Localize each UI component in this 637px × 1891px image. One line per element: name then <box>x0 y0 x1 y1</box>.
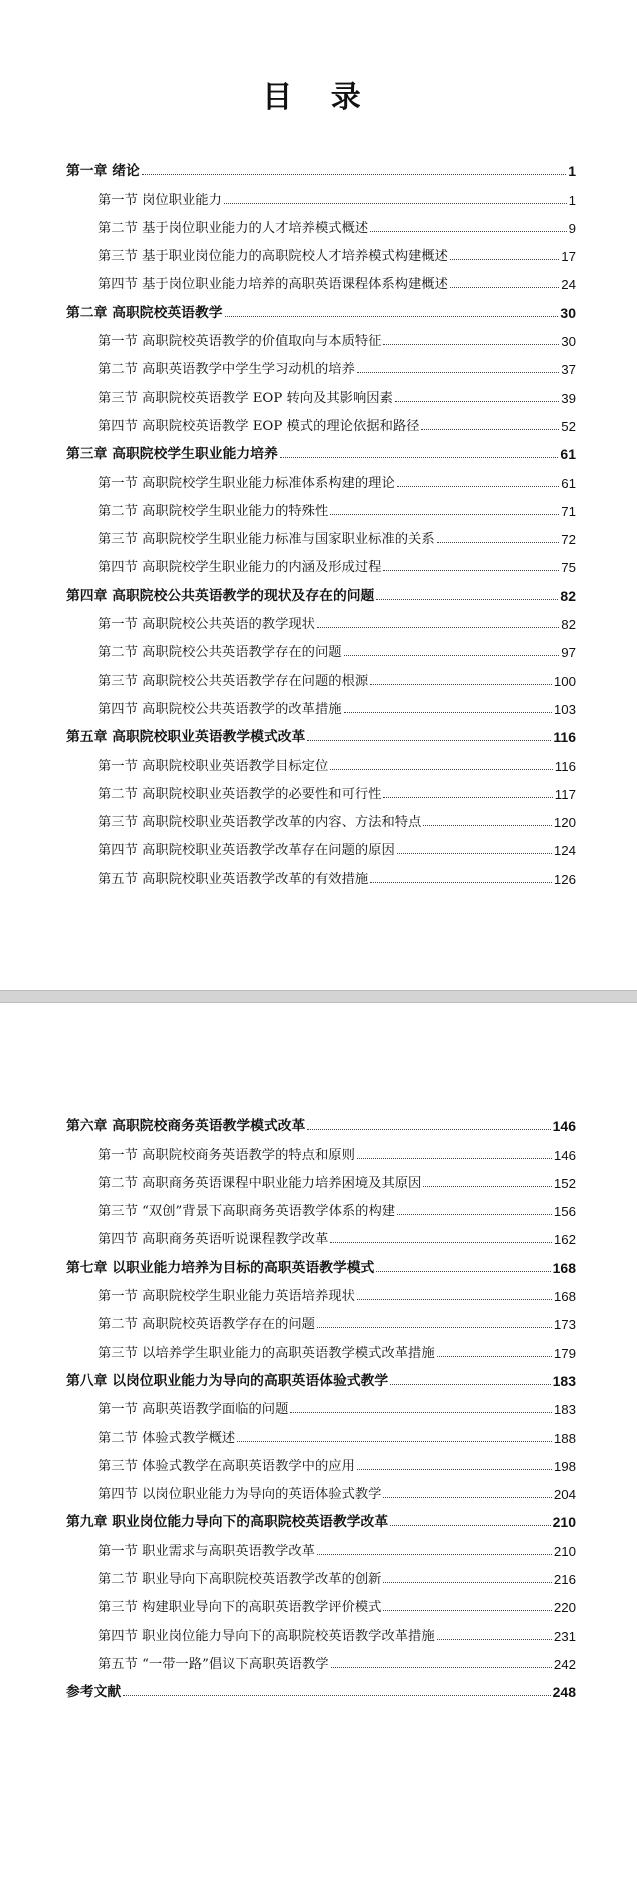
dot-leader <box>317 1327 552 1328</box>
page-number: 168 <box>552 1259 576 1276</box>
page-number: 61 <box>560 446 576 463</box>
entry-title: 第一节 高职院校学生职业能力标准体系构建的理论 <box>98 475 395 491</box>
page-number: 1 <box>568 192 576 208</box>
entry-title: 第四节 高职院校职业英语教学改革存在问题的原因 <box>98 843 395 859</box>
toc-section-entry[interactable] <box>66 1389 576 1417</box>
page-number: 231 <box>553 1628 576 1644</box>
page-number: 188 <box>553 1430 576 1446</box>
dot-leader <box>224 203 567 204</box>
entry-title: 第四章 高职院校公共英语教学的现状及存在的问题 <box>66 587 375 604</box>
dot-leader <box>357 1299 552 1300</box>
toc-section-entry[interactable] <box>66 208 576 236</box>
entry-title: 第二章 高职院校英语教学 <box>66 304 223 321</box>
page-number: 82 <box>560 587 576 604</box>
toc-section-entry[interactable] <box>66 1644 576 1672</box>
entry-title: 第二节 体验式教学概述 <box>98 1430 236 1446</box>
toc-chapter-entry[interactable] <box>66 1247 576 1275</box>
dot-leader <box>142 174 566 175</box>
toc-section-entry[interactable] <box>66 660 576 688</box>
entry-title: 第八章 以岗位职业能力为导向的高职英语体验式教学 <box>66 1372 389 1389</box>
page-number: 61 <box>561 475 576 491</box>
toc-chapter-entry[interactable] <box>66 717 576 745</box>
page-number: 75 <box>561 560 576 576</box>
page-number: 72 <box>561 532 576 548</box>
toc-section-entry[interactable] <box>66 1587 576 1615</box>
page-number: 117 <box>554 786 576 802</box>
dot-leader <box>357 1158 552 1159</box>
dot-leader <box>423 1186 551 1187</box>
page-number: 71 <box>561 503 576 519</box>
page-number: 179 <box>553 1345 576 1361</box>
toc-section-entry[interactable] <box>66 858 576 886</box>
entry-title: 第四节 基于岗位职业能力培养的高职英语课程体系构建概述 <box>98 277 448 293</box>
dot-leader <box>307 740 551 741</box>
toc-section-entry[interactable] <box>66 1417 576 1445</box>
page-number: 216 <box>553 1572 576 1588</box>
entry-title: 第四节 以岗位职业能力为导向的英语体验式教学 <box>98 1487 382 1503</box>
dot-leader <box>421 429 559 430</box>
page-number: 82 <box>561 617 576 633</box>
toc-chapter-entry[interactable] <box>66 575 576 603</box>
page-separator <box>0 990 637 1003</box>
page-number: 39 <box>561 390 576 406</box>
dot-leader <box>344 655 560 656</box>
toc-chapter-entry[interactable] <box>66 292 576 320</box>
toc-section-entry[interactable] <box>66 1276 576 1304</box>
page-number: 116 <box>554 758 576 774</box>
entry-title: 第七章 以职业能力培养为目标的高职英语教学模式 <box>66 1259 375 1276</box>
toc-section-entry[interactable] <box>66 236 576 264</box>
page-number: 126 <box>553 871 576 887</box>
dot-leader <box>437 1639 552 1640</box>
page-number: 220 <box>553 1600 576 1616</box>
entry-title: 第三节 高职院校英语教学 EOP 转向及其影响因素 <box>98 390 393 406</box>
dot-leader <box>383 570 559 571</box>
toc-section-entry[interactable] <box>66 179 576 207</box>
entry-title: 第三节 “双创”背景下高职商务英语教学体系的构建 <box>98 1204 396 1220</box>
dot-leader <box>383 1610 551 1611</box>
dot-leader <box>357 372 559 373</box>
toc-section-entry[interactable] <box>66 1219 576 1247</box>
entry-title: 第五章 高职院校职业英语教学模式改革 <box>66 729 306 746</box>
toc-section-entry[interactable] <box>66 774 576 802</box>
page-number: 248 <box>552 1684 576 1701</box>
entry-title: 第三节 基于职业岗位能力的高职院校人才培养模式构建概述 <box>98 249 448 265</box>
page-number: 198 <box>553 1458 576 1474</box>
entry-title: 第二节 高职商务英语课程中职业能力培养困境及其原因 <box>98 1175 422 1191</box>
dot-leader <box>383 1497 551 1498</box>
entry-title: 第四节 高职院校学生职业能力的内涵及形成过程 <box>98 560 382 576</box>
page-number: 146 <box>552 1118 576 1135</box>
dot-leader <box>397 853 552 854</box>
dot-leader <box>397 1214 552 1215</box>
entry-title: 第一章 绪论 <box>66 163 140 180</box>
page-number: 1 <box>568 163 576 180</box>
toc-section-entry[interactable] <box>66 406 576 434</box>
dot-leader <box>383 1582 551 1583</box>
dot-leader <box>123 1695 550 1696</box>
toc-section-entry[interactable] <box>66 1446 576 1474</box>
toc-chapter-entry[interactable] <box>66 1106 576 1134</box>
page-number: 210 <box>552 1514 576 1531</box>
toc-section-entry[interactable] <box>66 1474 576 1502</box>
dot-leader <box>280 457 559 458</box>
dot-leader <box>450 259 559 260</box>
dot-leader <box>383 797 552 798</box>
page-number: 152 <box>553 1175 576 1191</box>
toc-page-2 <box>0 1003 637 1891</box>
page-number: 173 <box>553 1317 576 1333</box>
toc-chapter-entry[interactable] <box>66 1502 576 1530</box>
toc-section-entry[interactable] <box>66 830 576 858</box>
toc-section-entry[interactable] <box>66 1191 576 1219</box>
dot-leader <box>390 1525 551 1526</box>
entry-title: 第二节 高职英语教学中学生学习动机的培养 <box>98 362 355 378</box>
page-number: 210 <box>553 1543 576 1559</box>
page-number: 9 <box>568 220 576 236</box>
toc-section-entry[interactable] <box>66 349 576 377</box>
page-number: 168 <box>553 1289 576 1305</box>
entry-title: 第一节 高职院校公共英语的教学现状 <box>98 617 315 633</box>
dot-leader <box>376 599 558 600</box>
page-number: 24 <box>561 277 576 293</box>
toc-list <box>66 151 576 887</box>
dot-leader <box>357 1469 552 1470</box>
entry-title: 第三节 高职院校学生职业能力标准与国家职业标准的关系 <box>98 532 435 548</box>
entry-title: 第一节 高职院校英语教学的价值取向与本质特征 <box>98 334 382 350</box>
entry-title: 第三章 高职院校学生职业能力培养 <box>66 446 278 463</box>
entry-title: 第二节 基于岗位职业能力的人才培养模式概述 <box>98 220 369 236</box>
page-number: 30 <box>560 304 576 321</box>
page-number: 146 <box>553 1147 576 1163</box>
dot-leader <box>450 287 559 288</box>
dot-leader <box>225 316 559 317</box>
page-number: 156 <box>553 1204 576 1220</box>
toc-chapter-entry[interactable] <box>66 1361 576 1389</box>
entry-title: 第四节 职业岗位能力导向下的高职院校英语教学改革措施 <box>98 1628 435 1644</box>
dot-leader <box>344 712 552 713</box>
entry-title: 参考文献 <box>66 1684 122 1701</box>
dot-leader <box>390 1384 551 1385</box>
entry-title: 第五节 高职院校职业英语教学改革的有效措施 <box>98 871 369 887</box>
dot-leader <box>330 769 553 770</box>
entry-title: 第四节 高职院校公共英语教学的改革措施 <box>98 701 342 717</box>
toc-section-entry[interactable] <box>66 519 576 547</box>
dot-leader <box>370 231 566 232</box>
toc-section-entry[interactable] <box>66 632 576 660</box>
dot-leader <box>307 1129 550 1130</box>
page-number: 103 <box>553 701 576 717</box>
toc-chapter-entry[interactable] <box>66 1672 576 1700</box>
dot-leader <box>237 1441 552 1442</box>
entry-title: 第六章 高职院校商务英语教学模式改革 <box>66 1118 306 1135</box>
toc-section-entry[interactable] <box>66 1163 576 1191</box>
entry-title: 第四节 高职商务英语听说课程教学改革 <box>98 1232 329 1248</box>
toc-section-entry[interactable] <box>66 264 576 292</box>
page-title: 目 录 <box>262 80 375 115</box>
dot-leader <box>437 1356 552 1357</box>
dot-leader <box>370 684 552 685</box>
page-number: 162 <box>553 1232 576 1248</box>
entry-title: 第一节 高职英语教学面临的问题 <box>98 1402 289 1418</box>
toc-section-entry[interactable] <box>66 1615 576 1643</box>
page-number: 124 <box>553 843 576 859</box>
dot-leader <box>330 514 559 515</box>
toc-section-entry[interactable] <box>66 604 576 632</box>
entry-title: 第一节 高职院校职业英语教学目标定位 <box>98 758 329 774</box>
dot-leader <box>331 1667 552 1668</box>
toc-section-entry[interactable] <box>66 462 576 490</box>
dot-leader <box>376 1271 550 1272</box>
dot-leader <box>317 1554 552 1555</box>
entry-title: 第四节 高职院校英语教学 EOP 模式的理论依据和路径 <box>98 418 420 434</box>
toc-section-entry[interactable] <box>66 491 576 519</box>
toc-section-entry[interactable] <box>66 1332 576 1360</box>
toc-section-entry[interactable] <box>66 377 576 405</box>
entry-title: 第一节 职业需求与高职英语教学改革 <box>98 1543 315 1559</box>
dot-leader <box>397 486 559 487</box>
entry-title: 第一节 高职院校学生职业能力英语培养现状 <box>98 1289 355 1305</box>
page-number: 116 <box>553 729 576 746</box>
page-number: 52 <box>561 418 576 434</box>
toc-section-entry[interactable] <box>66 1530 576 1558</box>
page-number: 30 <box>561 334 576 350</box>
dot-leader <box>395 401 559 402</box>
page-number: 183 <box>552 1372 576 1389</box>
entry-title: 第三节 构建职业导向下的高职英语教学评价模式 <box>98 1600 382 1616</box>
dot-leader <box>383 344 559 345</box>
dot-leader <box>330 1242 552 1243</box>
entry-title: 第二节 高职院校英语教学存在的问题 <box>98 1317 315 1333</box>
page-number: 97 <box>561 645 576 661</box>
entry-title: 第二节 高职院校公共英语教学存在的问题 <box>98 645 342 661</box>
toc-section-entry[interactable] <box>66 1559 576 1587</box>
toc-section-entry[interactable] <box>66 321 576 349</box>
dot-leader <box>370 882 552 883</box>
entry-title: 第三节 高职院校职业英语教学改革的内容、方法和特点 <box>98 815 422 831</box>
toc-section-entry[interactable] <box>66 547 576 575</box>
toc-section-entry[interactable] <box>66 1304 576 1332</box>
entry-title: 第五节 “一带一路”倡议下高职英语教学 <box>98 1656 329 1672</box>
toc-section-entry[interactable] <box>66 802 576 830</box>
page-number: 100 <box>553 673 576 689</box>
entry-title: 第一节 高职院校商务英语教学的特点和原则 <box>98 1147 355 1163</box>
page-number: 183 <box>553 1402 576 1418</box>
entry-title: 第三节 高职院校公共英语教学存在问题的根源 <box>98 673 369 689</box>
entry-title: 第一节 岗位职业能力 <box>98 192 222 208</box>
page-number: 204 <box>553 1487 576 1503</box>
entry-title: 第二节 高职院校学生职业能力的特殊性 <box>98 503 329 519</box>
entry-title: 第三节 体验式教学在高职英语教学中的应用 <box>98 1458 355 1474</box>
toc-chapter-entry[interactable] <box>66 151 576 179</box>
entry-title: 第二节 高职院校职业英语教学的必要性和可行性 <box>98 786 382 802</box>
page-number: 242 <box>553 1656 576 1672</box>
toc-section-entry[interactable] <box>66 1134 576 1162</box>
toc-section-entry[interactable] <box>66 689 576 717</box>
toc-list <box>66 1106 576 1700</box>
entry-title: 第二节 职业导向下高职院校英语教学改革的创新 <box>98 1572 382 1588</box>
page-number: 17 <box>561 249 576 265</box>
dot-leader <box>317 627 559 628</box>
entry-title: 第九章 职业岗位能力导向下的高职院校英语教学改革 <box>66 1514 389 1531</box>
dot-leader <box>437 542 560 543</box>
dot-leader <box>290 1412 551 1413</box>
toc-section-entry[interactable] <box>66 745 576 773</box>
page-number: 37 <box>561 362 576 378</box>
page-number: 120 <box>553 815 576 831</box>
entry-title: 第三节 以培养学生职业能力的高职英语教学模式改革措施 <box>98 1345 435 1361</box>
dot-leader <box>423 825 551 826</box>
toc-chapter-entry[interactable] <box>66 434 576 462</box>
